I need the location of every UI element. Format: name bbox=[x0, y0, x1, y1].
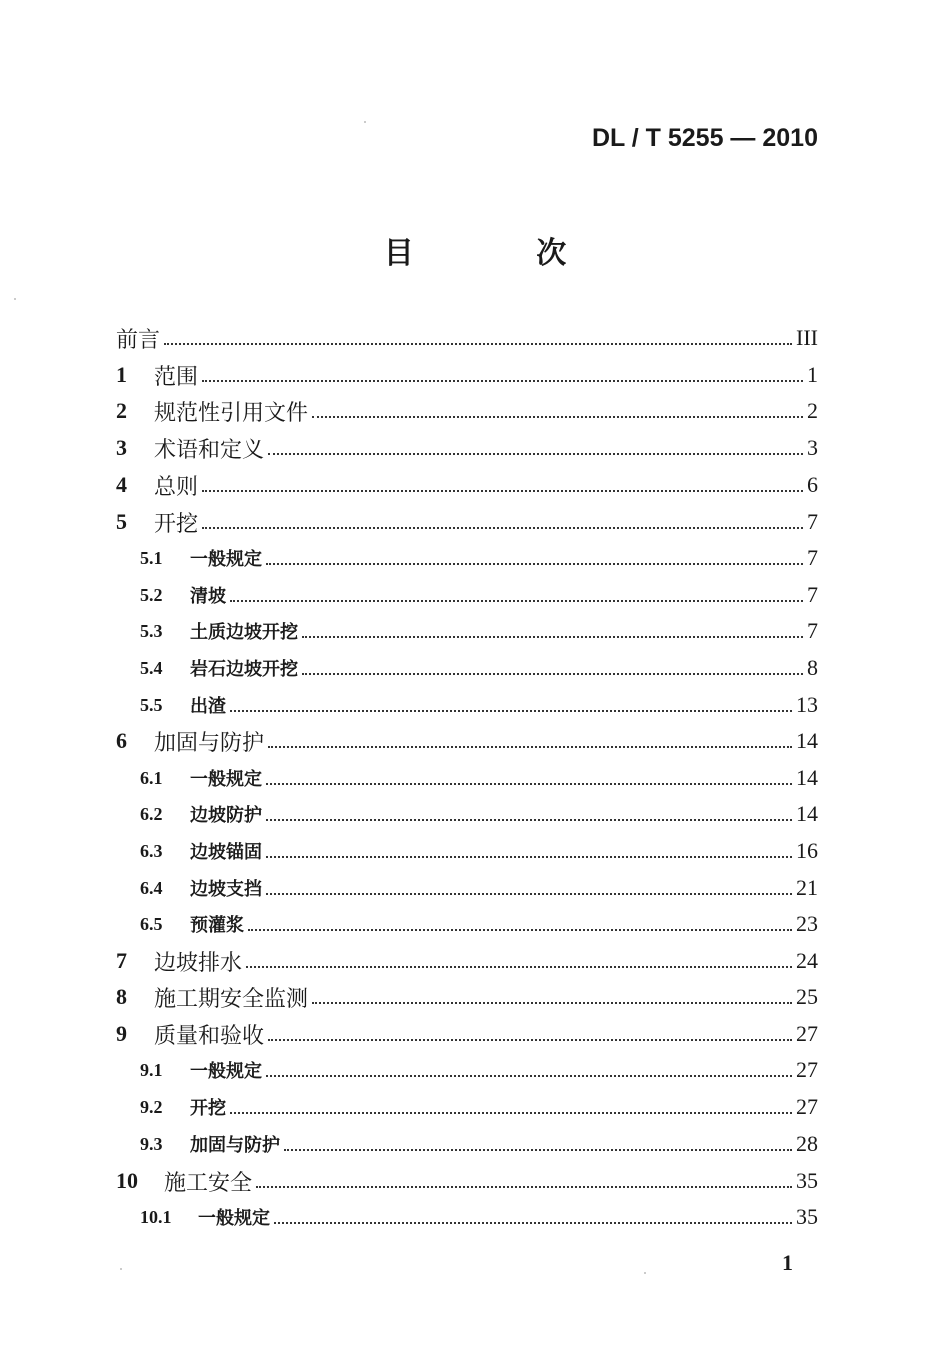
toc-subentry[interactable] bbox=[140, 1089, 818, 1125]
toc-entry-number: 5.1 bbox=[140, 547, 163, 568]
toc-entry-text: 边坡排水 bbox=[154, 950, 243, 976]
toc-leader-dots bbox=[256, 1186, 792, 1188]
toc-entry-text: 一般规定 bbox=[190, 549, 262, 570]
toc-entry-text: 边坡支挡 bbox=[190, 879, 262, 900]
toc-leader-dots bbox=[268, 1039, 792, 1041]
toc-entry-text: 边坡锚固 bbox=[190, 842, 262, 863]
toc-subentry[interactable] bbox=[140, 613, 818, 649]
scan-speck bbox=[364, 121, 366, 123]
toc-entry-number: 6.5 bbox=[140, 913, 163, 934]
toc-entry[interactable] bbox=[116, 1163, 818, 1199]
toc-entry-text: 开挖 bbox=[190, 1098, 226, 1119]
toc-entry-text: 施工期安全监测 bbox=[154, 986, 309, 1012]
toc-entry[interactable] bbox=[116, 430, 818, 466]
toc-entry-text: 土质边坡开挖 bbox=[190, 622, 298, 643]
toc-subentry[interactable] bbox=[140, 1052, 818, 1088]
toc-entry-text: 加固与防护 bbox=[154, 730, 265, 756]
toc-subentry[interactable] bbox=[140, 1199, 818, 1235]
toc-entry-number: 6 bbox=[116, 728, 127, 753]
toc-entry-page: 3 bbox=[807, 435, 818, 460]
toc-entry-page: 28 bbox=[796, 1131, 818, 1156]
toc-leader-dots bbox=[312, 1002, 792, 1004]
toc-entry-text: 一般规定 bbox=[198, 1208, 270, 1229]
toc-leader-dots bbox=[248, 929, 792, 931]
toc-subentry[interactable] bbox=[140, 577, 818, 613]
toc-entry-number: 5.5 bbox=[140, 694, 163, 715]
toc-subentry[interactable] bbox=[140, 796, 818, 832]
toc-subentry[interactable] bbox=[140, 760, 818, 796]
toc-leader-dots bbox=[230, 710, 792, 712]
toc-entry-number: 4 bbox=[116, 472, 127, 497]
toc-leader-dots bbox=[202, 527, 803, 529]
toc-entry[interactable] bbox=[116, 723, 818, 759]
toc-entry-page: 35 bbox=[796, 1168, 818, 1193]
toc-leader-dots bbox=[312, 416, 803, 418]
toc-leader-dots bbox=[202, 490, 803, 492]
toc-leader-dots bbox=[284, 1149, 792, 1151]
toc-leader-dots bbox=[266, 893, 792, 895]
toc-entry-text: 岩石边坡开挖 bbox=[190, 659, 298, 680]
toc-entry-page: 14 bbox=[796, 728, 818, 753]
toc-entry-text: 开挖 bbox=[154, 511, 199, 537]
toc-leader-dots bbox=[246, 966, 792, 968]
toc-entry-number: 6.3 bbox=[140, 840, 163, 861]
toc-subentry[interactable] bbox=[140, 1126, 818, 1162]
toc-entry-page: 7 bbox=[807, 545, 818, 570]
toc-entry-page: 23 bbox=[796, 911, 818, 936]
toc-entry-page: 14 bbox=[796, 765, 818, 790]
toc-entry-number: 2 bbox=[116, 398, 127, 423]
toc-entry-preface[interactable] bbox=[116, 320, 818, 356]
toc-entry-text: 预灌浆 bbox=[190, 915, 244, 936]
toc-entry-page: 7 bbox=[807, 509, 818, 534]
toc-leader-dots bbox=[302, 673, 803, 675]
toc-entry-number: 9 bbox=[116, 1021, 127, 1046]
toc-leader-dots bbox=[230, 600, 803, 602]
toc-entry[interactable] bbox=[116, 979, 818, 1015]
toc-entry-number: 6.2 bbox=[140, 803, 163, 824]
toc-entry-text: 边坡防护 bbox=[190, 805, 262, 826]
toc-entry-number: 9.1 bbox=[140, 1059, 163, 1080]
toc-leader-dots bbox=[230, 1112, 792, 1114]
toc-entry-page: 25 bbox=[796, 984, 818, 1009]
toc-entry-page: 21 bbox=[796, 875, 818, 900]
toc-leader-dots bbox=[266, 563, 803, 565]
toc-entry-number: 6.1 bbox=[140, 767, 163, 788]
toc-entry-text: 总则 bbox=[154, 474, 199, 500]
toc-leader-dots bbox=[266, 819, 792, 821]
toc-title: 目 次 bbox=[383, 236, 623, 271]
toc-entry-number: 10.1 bbox=[140, 1206, 172, 1227]
toc-leader-dots bbox=[202, 380, 803, 382]
toc-entry-text: 一般规定 bbox=[190, 1061, 262, 1082]
toc-entry-page: 27 bbox=[796, 1094, 818, 1119]
toc-entry-text: 前言 bbox=[116, 327, 161, 353]
toc-entry-number: 5.2 bbox=[140, 584, 163, 605]
toc-entry-number: 3 bbox=[116, 435, 127, 460]
toc-entry-text: 质量和验收 bbox=[154, 1023, 265, 1049]
toc-subentry[interactable] bbox=[140, 687, 818, 723]
toc-leader-dots bbox=[266, 1075, 792, 1077]
toc-entry[interactable] bbox=[116, 504, 818, 540]
toc-leader-dots bbox=[302, 636, 803, 638]
toc-entry[interactable] bbox=[116, 1016, 818, 1052]
toc-entry-text: 一般规定 bbox=[190, 769, 262, 790]
document-code: DL / T 5255 — 2010 bbox=[591, 124, 818, 152]
toc-entry-number: 1 bbox=[116, 362, 127, 387]
scan-speck bbox=[644, 1272, 646, 1274]
toc-entry[interactable] bbox=[116, 393, 818, 429]
toc-entry[interactable] bbox=[116, 943, 818, 979]
toc-leader-dots bbox=[274, 1222, 792, 1224]
toc-subentry[interactable] bbox=[140, 540, 818, 576]
toc-entry-number: 9.2 bbox=[140, 1096, 163, 1117]
toc-subentry[interactable] bbox=[140, 906, 818, 942]
toc-subentry[interactable] bbox=[140, 650, 818, 686]
toc-entry-page: 13 bbox=[796, 692, 818, 717]
scan-speck bbox=[14, 298, 16, 300]
toc-entry-page: 27 bbox=[796, 1057, 818, 1082]
toc-entry-page: 16 bbox=[796, 838, 818, 863]
toc-leader-dots bbox=[268, 453, 803, 455]
toc-entry-text: 范围 bbox=[154, 364, 199, 390]
toc-entry-number: 5.4 bbox=[140, 657, 163, 678]
page-number: 1 bbox=[782, 1250, 793, 1275]
toc-entry-text: 清坡 bbox=[190, 586, 226, 607]
toc-entry-number: 5 bbox=[116, 509, 127, 534]
toc-entry-text: 施工安全 bbox=[164, 1170, 253, 1196]
toc-entry-page: 27 bbox=[796, 1021, 818, 1046]
toc-entry-page: 8 bbox=[807, 655, 818, 680]
toc-entry-page: 7 bbox=[807, 618, 818, 643]
toc-entry-text: 术语和定义 bbox=[154, 437, 265, 463]
toc-entry[interactable] bbox=[116, 357, 818, 393]
scan-speck bbox=[120, 1268, 122, 1270]
toc-leader-dots bbox=[268, 746, 792, 748]
toc-entry-page: 7 bbox=[807, 582, 818, 607]
toc-entry-number: 8 bbox=[116, 984, 127, 1009]
toc-entry-page: 2 bbox=[807, 398, 818, 423]
toc-entry-page: 14 bbox=[796, 801, 818, 826]
toc-leader-dots bbox=[164, 343, 792, 345]
toc-entry-text: 出渣 bbox=[190, 696, 226, 717]
toc-entry-page: III bbox=[796, 325, 818, 350]
toc-entry[interactable] bbox=[116, 467, 818, 503]
toc-entry-number: 5.3 bbox=[140, 620, 163, 641]
toc-entry-number: 10 bbox=[116, 1168, 138, 1193]
toc-entry-page: 35 bbox=[796, 1204, 818, 1229]
toc-entry-page: 1 bbox=[807, 362, 818, 387]
toc-entry-text: 规范性引用文件 bbox=[154, 400, 309, 426]
toc-entry-number: 9.3 bbox=[140, 1133, 163, 1154]
toc-leader-dots bbox=[266, 856, 792, 858]
toc-entry-number: 6.4 bbox=[140, 877, 163, 898]
toc-subentry[interactable] bbox=[140, 833, 818, 869]
toc-entry-number: 7 bbox=[116, 948, 127, 973]
toc-entry-page: 6 bbox=[807, 472, 818, 497]
toc-entry-text: 加固与防护 bbox=[190, 1135, 280, 1156]
toc-subentry[interactable] bbox=[140, 870, 818, 906]
toc-entry-page: 24 bbox=[796, 948, 818, 973]
toc-leader-dots bbox=[266, 783, 792, 785]
